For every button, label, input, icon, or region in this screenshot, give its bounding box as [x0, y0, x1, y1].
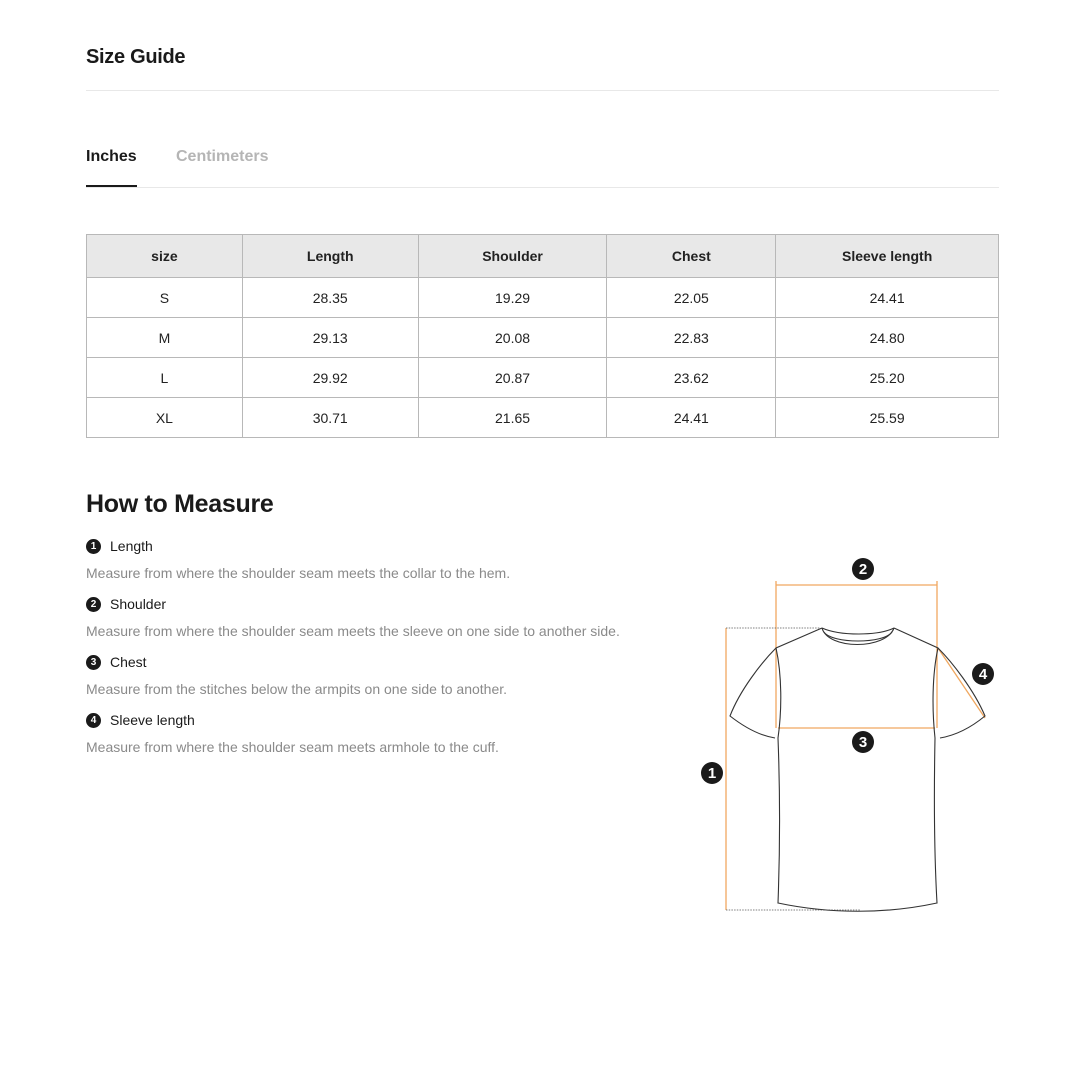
marker-3-icon: 3	[852, 731, 874, 753]
column-header: Sleeve length	[776, 235, 999, 278]
table-cell: 25.59	[776, 398, 999, 438]
table-cell: L	[87, 358, 243, 398]
table-cell: S	[87, 278, 243, 318]
marker-4-icon: 4	[972, 663, 994, 685]
number-4-icon: 4	[86, 713, 101, 728]
how-to-measure-heading: How to Measure	[86, 490, 274, 518]
title-divider	[86, 90, 999, 91]
size-table	[86, 234, 999, 438]
table-cell: 22.83	[607, 318, 776, 358]
table-row	[87, 318, 999, 358]
table-cell: 28.35	[242, 278, 418, 318]
column-header: Chest	[607, 235, 776, 278]
tab-inches[interactable]: Inches	[86, 148, 137, 187]
measure-description: Measure from where the shoulder seam meets the collar to the hem.	[86, 565, 511, 581]
table-cell: M	[87, 318, 243, 358]
table-cell: 24.80	[776, 318, 999, 358]
number-1-icon: 1	[86, 539, 101, 554]
table-cell: 21.65	[418, 398, 607, 438]
table-cell: 22.05	[607, 278, 776, 318]
table-cell: 25.20	[776, 358, 999, 398]
tab-centimeters[interactable]: Centimeters	[176, 148, 269, 165]
marker-1-icon: 1	[701, 762, 723, 784]
column-header: size	[87, 235, 243, 278]
table-cell: XL	[87, 398, 243, 438]
table-cell: 29.13	[242, 318, 418, 358]
measure-item-length	[86, 536, 686, 594]
measure-item-sleeve-length	[86, 710, 686, 768]
page-title: Size Guide	[86, 46, 186, 68]
table-cell: 23.62	[607, 358, 776, 398]
measure-description: Measure from the stitches below the armpits on one side to another.	[86, 681, 508, 697]
tshirt-icon	[690, 550, 1010, 930]
table-cell: 30.71	[242, 398, 418, 438]
table-row	[87, 398, 999, 438]
column-header: Length	[242, 235, 418, 278]
number-3-icon: 3	[86, 655, 101, 670]
table-cell: 19.29	[418, 278, 607, 318]
unit-tabs	[86, 148, 999, 188]
measure-item-chest	[86, 652, 686, 710]
table-cell: 24.41	[607, 398, 776, 438]
table-header-row	[87, 235, 999, 278]
measure-list	[86, 536, 686, 768]
table-cell: 20.08	[418, 318, 607, 358]
measure-label: Length	[110, 538, 153, 554]
table-row	[87, 278, 999, 318]
measure-label: Chest	[110, 654, 147, 670]
number-2-icon: 2	[86, 597, 101, 612]
measure-label: Shoulder	[110, 596, 167, 612]
measure-description: Measure from where the shoulder seam meets the sleeve on one side to another side.	[86, 623, 620, 639]
measure-item-shoulder	[86, 594, 686, 652]
marker-2-icon: 2	[852, 558, 874, 580]
table-row	[87, 358, 999, 398]
measure-description: Measure from where the shoulder seam meets armhole to the cuff.	[86, 739, 499, 755]
table-cell: 20.87	[418, 358, 607, 398]
measure-label: Sleeve length	[110, 712, 195, 728]
tshirt-measure-diagram	[690, 550, 1010, 930]
column-header: Shoulder	[418, 235, 607, 278]
table-cell: 24.41	[776, 278, 999, 318]
table-cell: 29.92	[242, 358, 418, 398]
